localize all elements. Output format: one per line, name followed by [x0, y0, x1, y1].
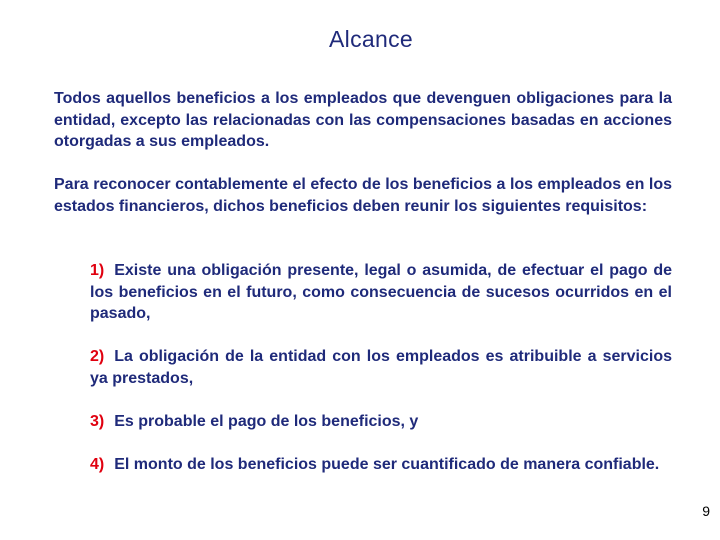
scope-paragraph: Todos aquellos beneficios a los empleados que devenguen obligaciones para la entidad, excepto las relacionadas con las compensaciones basadas en acciones otorgadas a sus empleados. — [54, 90, 672, 150]
requirement-number: 2) — [90, 348, 105, 365]
requirement-item-2 — [90, 346, 672, 389]
requirement-text: Existe una obligación presente, legal o asumida, de efectuar el pago de los beneficios en el futuro, como consecuencia de sucesos ocurridos en el pasado, — [90, 262, 672, 322]
requirement-item-3 — [90, 411, 672, 433]
requirement-number: 4) — [90, 456, 105, 473]
requirement-text: La obligación de la entidad con los empleados es atribuible a servicios ya prestados, — [90, 348, 672, 387]
page-number: 9 — [702, 503, 710, 519]
requirement-text: Es probable el pago de los beneficios, y — [114, 413, 419, 430]
recognition-paragraph: Para reconocer contablemente el efecto de los beneficios a los empleados en los estados financieros, dichos beneficios deben reunir los siguientes requisitos: — [54, 176, 672, 215]
requirement-item-4 — [90, 454, 672, 476]
requirement-text: El monto de los beneficios puede ser cuantificado de manera confiable. — [114, 456, 660, 473]
requirement-number: 3) — [90, 413, 105, 430]
requirement-item-1 — [90, 260, 672, 325]
requirement-number: 1) — [90, 262, 105, 279]
slide-title: Alcance — [329, 26, 413, 52]
